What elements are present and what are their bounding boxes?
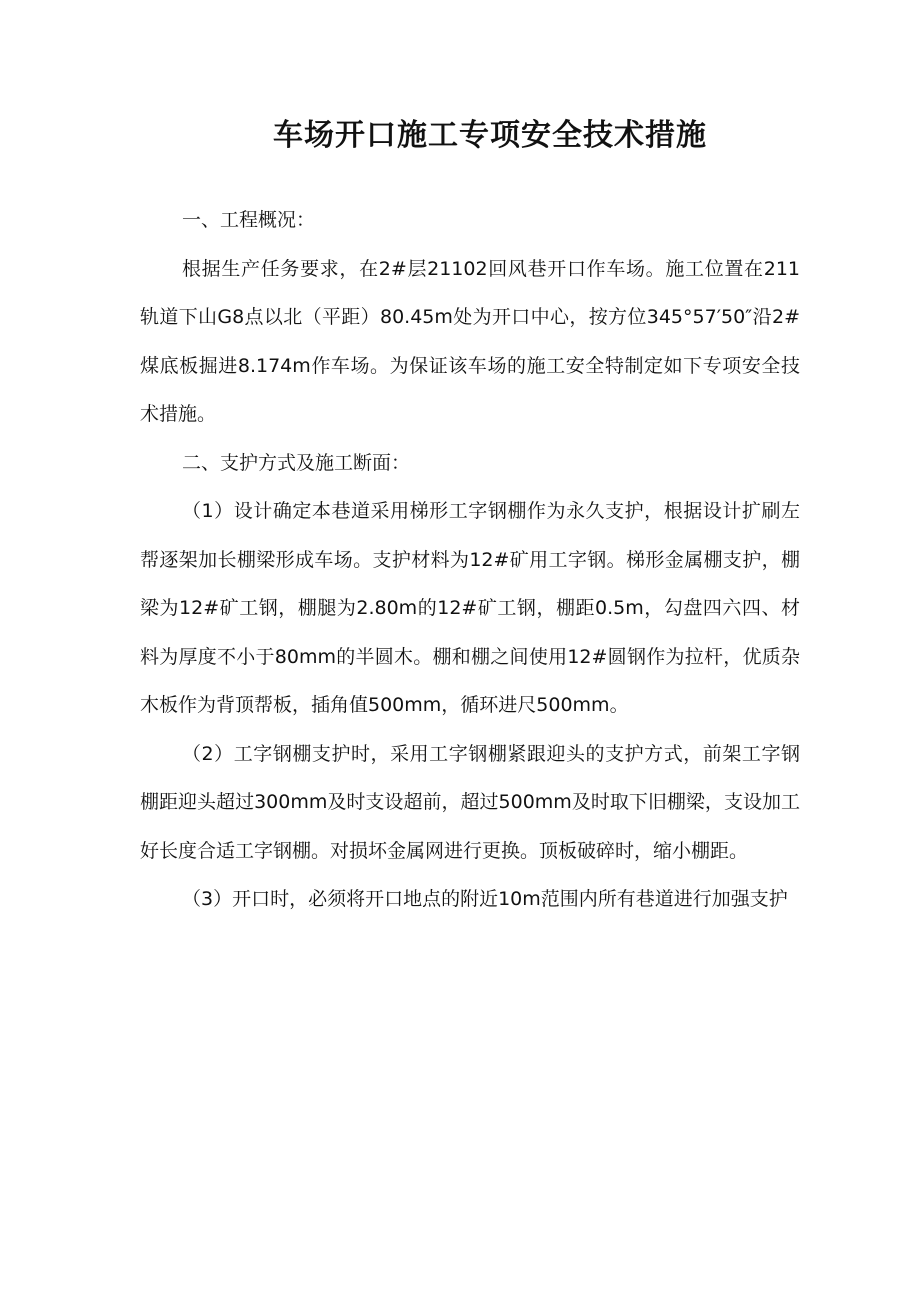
document-body	[140, 196, 800, 924]
section-heading-overview: 一、工程概况：	[182, 209, 316, 231]
document-title: 车场开口施工专项安全技术措施	[273, 118, 707, 153]
section-heading-support: 二、支护方式及施工断面：	[182, 451, 411, 474]
paragraph-support-1: （1）设计确定本巷道采用梯形工字钢棚作为永久支护，根据设计扩刷左帮逐架加长棚梁形成车场。支护材料为12#矿用工字钢。梯形金属棚支护，棚梁为12#矿工钢，棚腿为2.80m的12#矿工钢，棚距0.5m，勾盘四六四、材料为厚度不小于80mm的半圆木。棚和棚之间使用12#圆钢作为拉杆，优质杂木板作为背顶帮板，插角值500mm，循环进尺500mm。	[140, 500, 800, 716]
paragraph-support-2: （2）工字钢棚支护时，采用工字钢棚紧跟迎头的支护方式，前架工字钢棚距迎头超过300mm及时支设超前，超过500mm及时取下旧棚梁，支设加工好长度合适工字钢棚。对损坏金属网进行更换。顶板破碎时，缩小棚距。	[140, 742, 800, 862]
paragraph-support-3: （3）开口时，必须将开口地点的附近10m范围内所有巷道进行加强支护	[182, 888, 788, 910]
paragraph-overview: 根据生产任务要求，在2#层21102回风巷开口作车场。施工位置在211轨道下山G8点以北（平距）80.45m处为开口中心，按方位345°57′50″沿2#煤底板掘进8.174m作车场。为保证该车场的施工安全特制定如下专项安全技术措施。	[140, 257, 800, 425]
